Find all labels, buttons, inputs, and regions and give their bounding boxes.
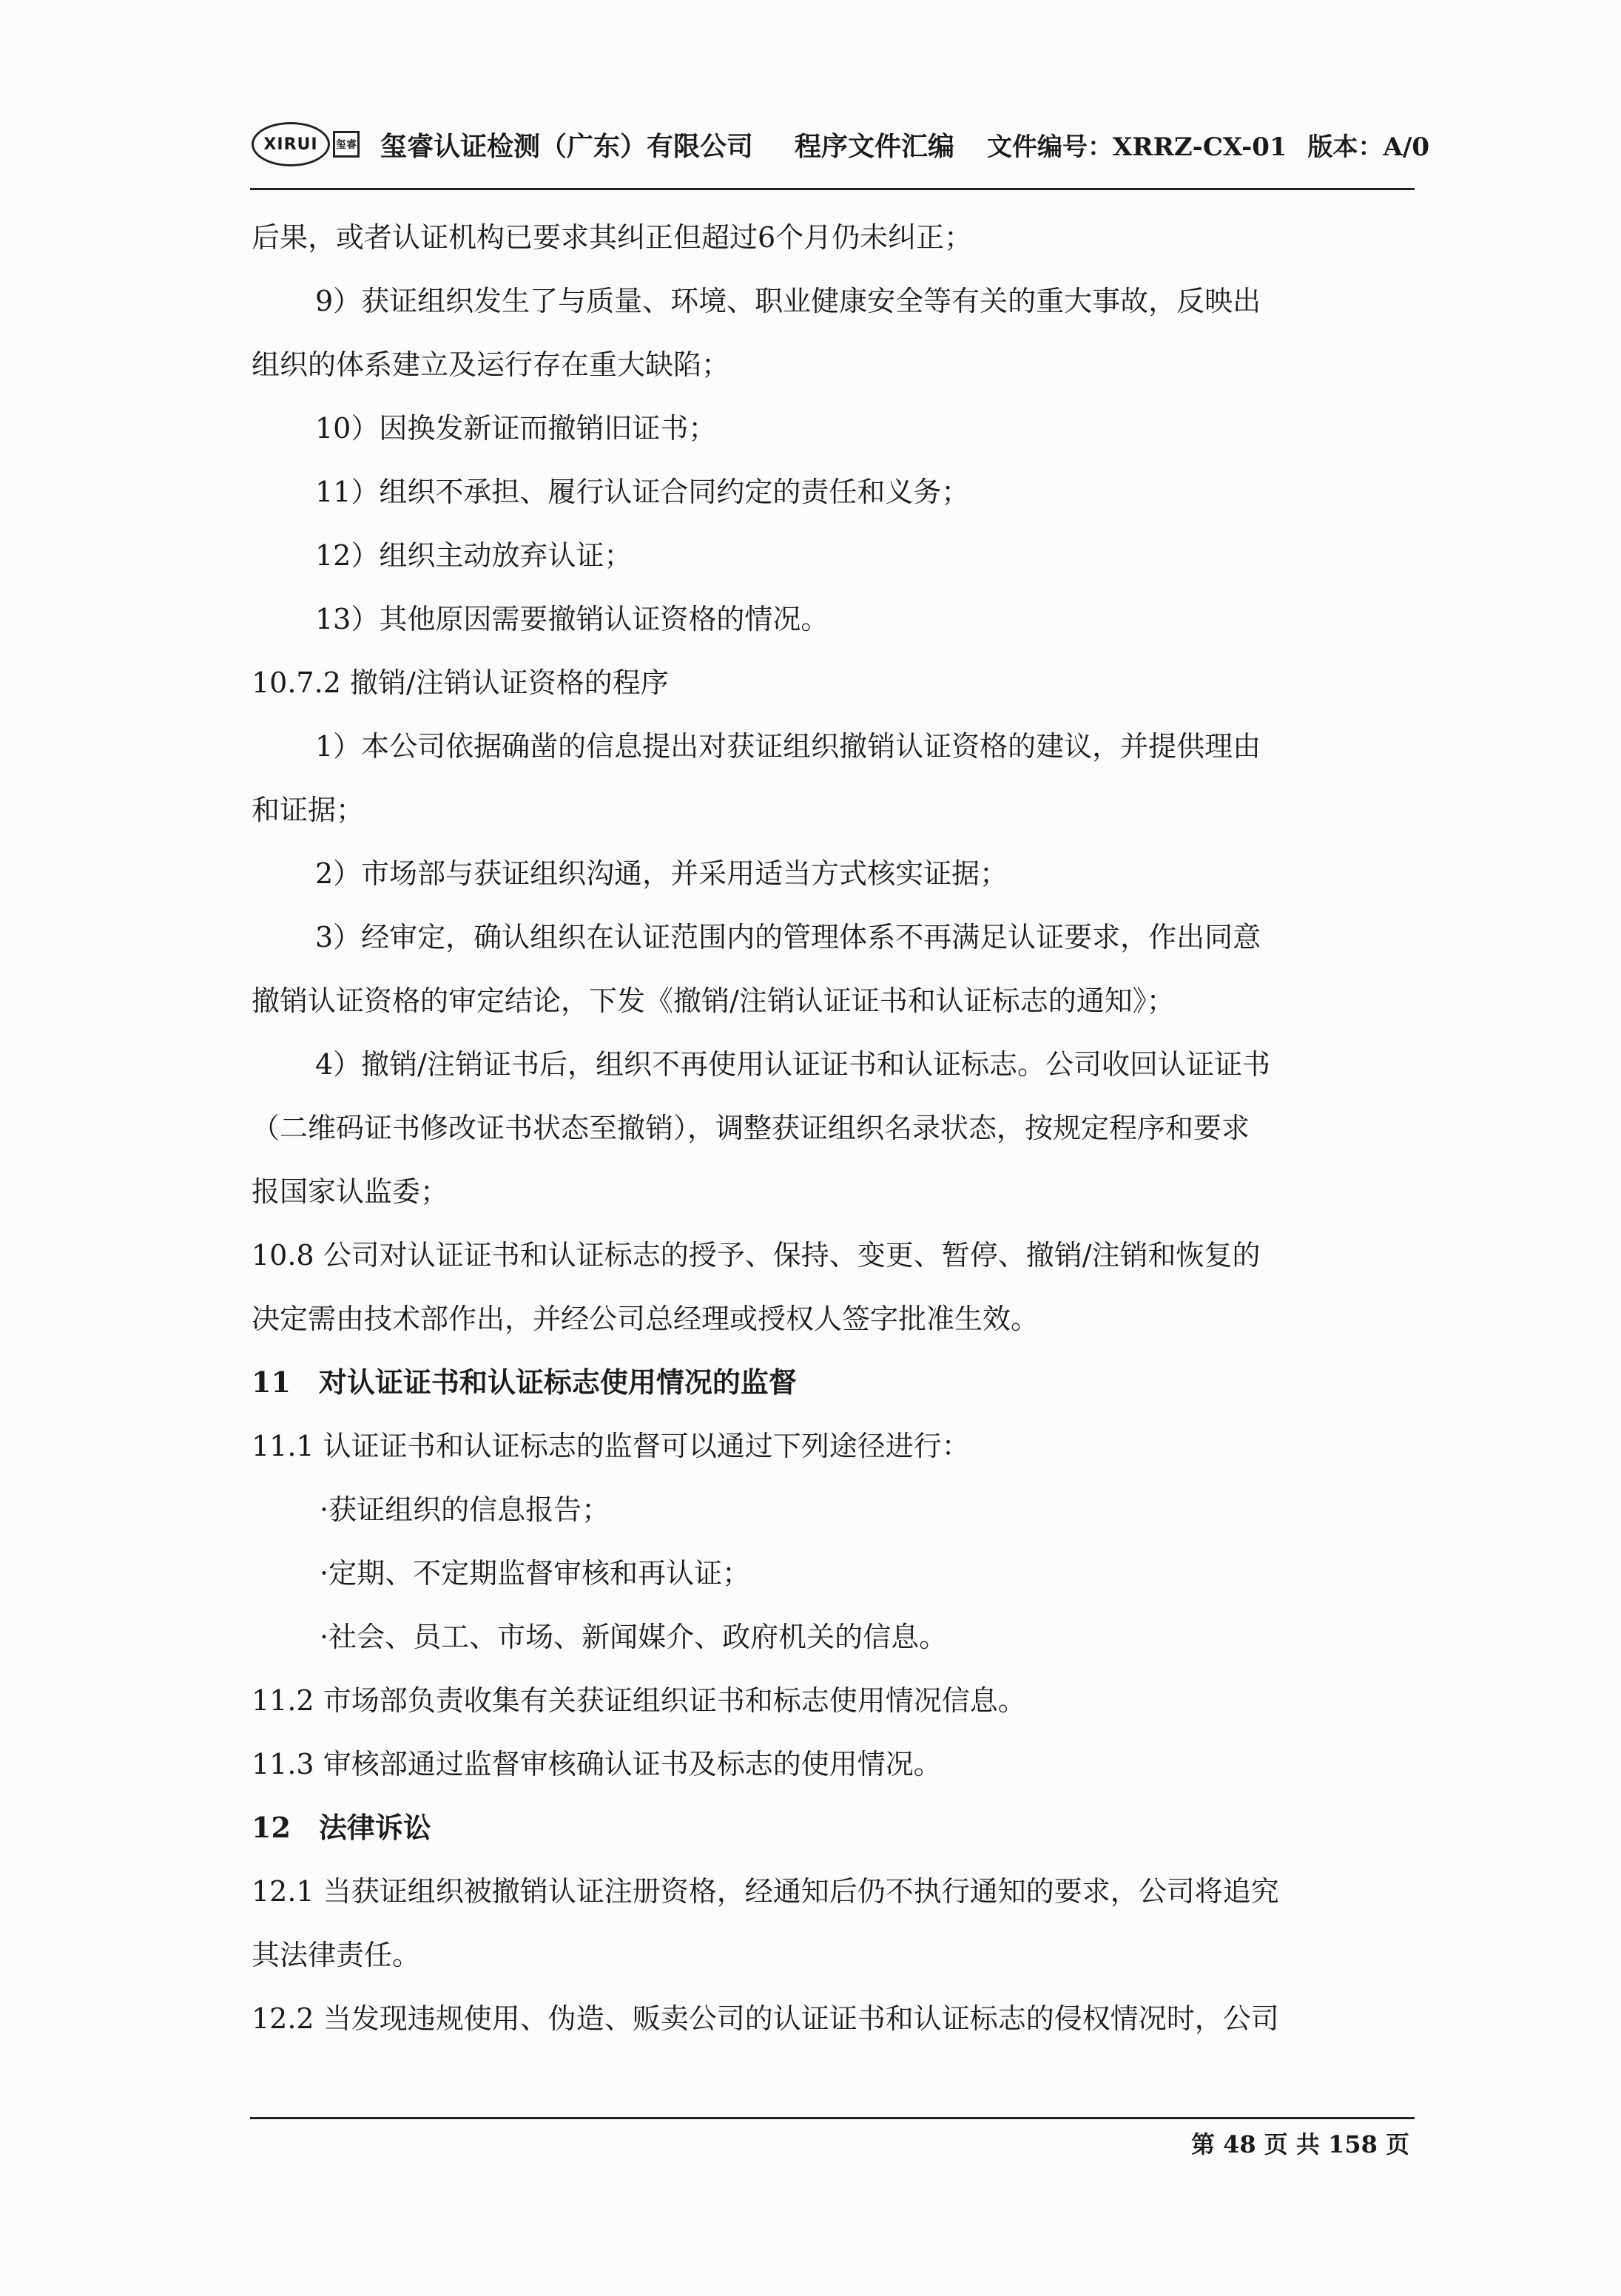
clause-text: 11.1 认证证书和认证标志的监督可以通过下列途径进行： [252,1430,970,1462]
header-rule [250,188,1415,190]
compilation-title: 程序文件汇编 [795,130,955,162]
clause-text: 12.2 当发现违规使用、伪造、贩卖公司的认证证书和认证标志的侵权情况时，公司 [252,2002,1279,2035]
text-line: 撤销认证资格的审定结论，下发《撤销/注销认证证书和认证标志的通知》； [252,985,1175,1017]
section-heading: 12 法律诉讼 [252,1811,431,1844]
section-heading: 11 对认证证书和认证标志使用情况的监督 [252,1365,797,1399]
list-item: 1）本公司依据确凿的信息提出对获证组织撤销认证资格的建议，并提供理由 [315,730,1261,763]
document-number: 文件编号：XRRZ-CX-01 [987,132,1287,162]
clause-text: 11.2 市场部负责收集有关获证组织证书和标志使用情况信息。 [252,1684,1026,1717]
clause-text: 11.3 审核部通过监督审核确认证书及标志的使用情况。 [252,1748,942,1780]
page-header [252,118,1429,170]
list-item: 2）市场部与获证组织沟通，并采用适当方式核实证据； [315,857,1008,890]
version-label: 版本：A/0 [1307,132,1429,162]
list-item: 13）其他原因需要撤销认证资格的情况。 [315,603,829,635]
text-line: 决定需由技术部作出，并经公司总经理或授权人签字批准生效。 [252,1303,1039,1335]
company-logo [252,122,360,166]
bullet-item: ·获证组织的信息报告； [320,1493,610,1526]
list-item: 10）因换发新证而撤销旧证书； [315,412,717,445]
list-item: 12）组织主动放弃认证； [315,539,633,572]
clause-title: 10.7.2 撤销/注销认证资格的程序 [252,666,669,699]
company-name: 玺睿认证检测（广东）有限公司 [380,130,754,162]
text-line: 其法律责任。 [252,1939,421,1971]
text-line: 组织的体系建立及运行存在重大缺陷； [252,348,730,381]
bullet-item: ·社会、员工、市场、新闻媒介、政府机关的信息。 [320,1621,948,1653]
footer-rule [250,2117,1415,2119]
document-body [252,206,1413,2050]
text-line: 后果，或者认证机构已要求其纠正但超过6个月仍未纠正； [252,221,973,254]
list-item: 3）经审定，确认组织在认证范围内的管理体系不再满足认证要求，作出同意 [315,921,1261,953]
bullet-item: ·定期、不定期监督审核和再认证； [320,1557,751,1590]
list-item: 9）获证组织发生了与质量、环境、职业健康安全等有关的重大事故，反映出 [315,285,1261,317]
page-number: 第 48 页 共 158 页 [1190,2130,1409,2158]
text-line: 报国家认监委； [252,1175,449,1208]
logo-mark: 玺睿 [333,131,360,158]
list-item: 11）组织不承担、履行认证合同约定的责任和义务； [315,476,970,508]
clause-text: 10.8 公司对认证证书和认证标志的授予、保持、变更、暂停、撤销/注销和恢复的 [252,1239,1261,1272]
text-line: （二维码证书修改证书状态至撤销），调整获证组织名录状态，按规定程序和要求 [252,1112,1250,1144]
logo-ring [252,122,330,166]
logo-text: XIRUI [263,135,318,154]
list-item: 4）撤销/注销证书后，组织不再使用认证证书和认证标志。公司收回认证证书 [315,1048,1270,1081]
clause-text: 12.1 当获证组织被撤销认证注册资格，经通知后仍不执行通知的要求，公司将追究 [252,1875,1279,1908]
text-line: 和证据； [252,794,365,826]
